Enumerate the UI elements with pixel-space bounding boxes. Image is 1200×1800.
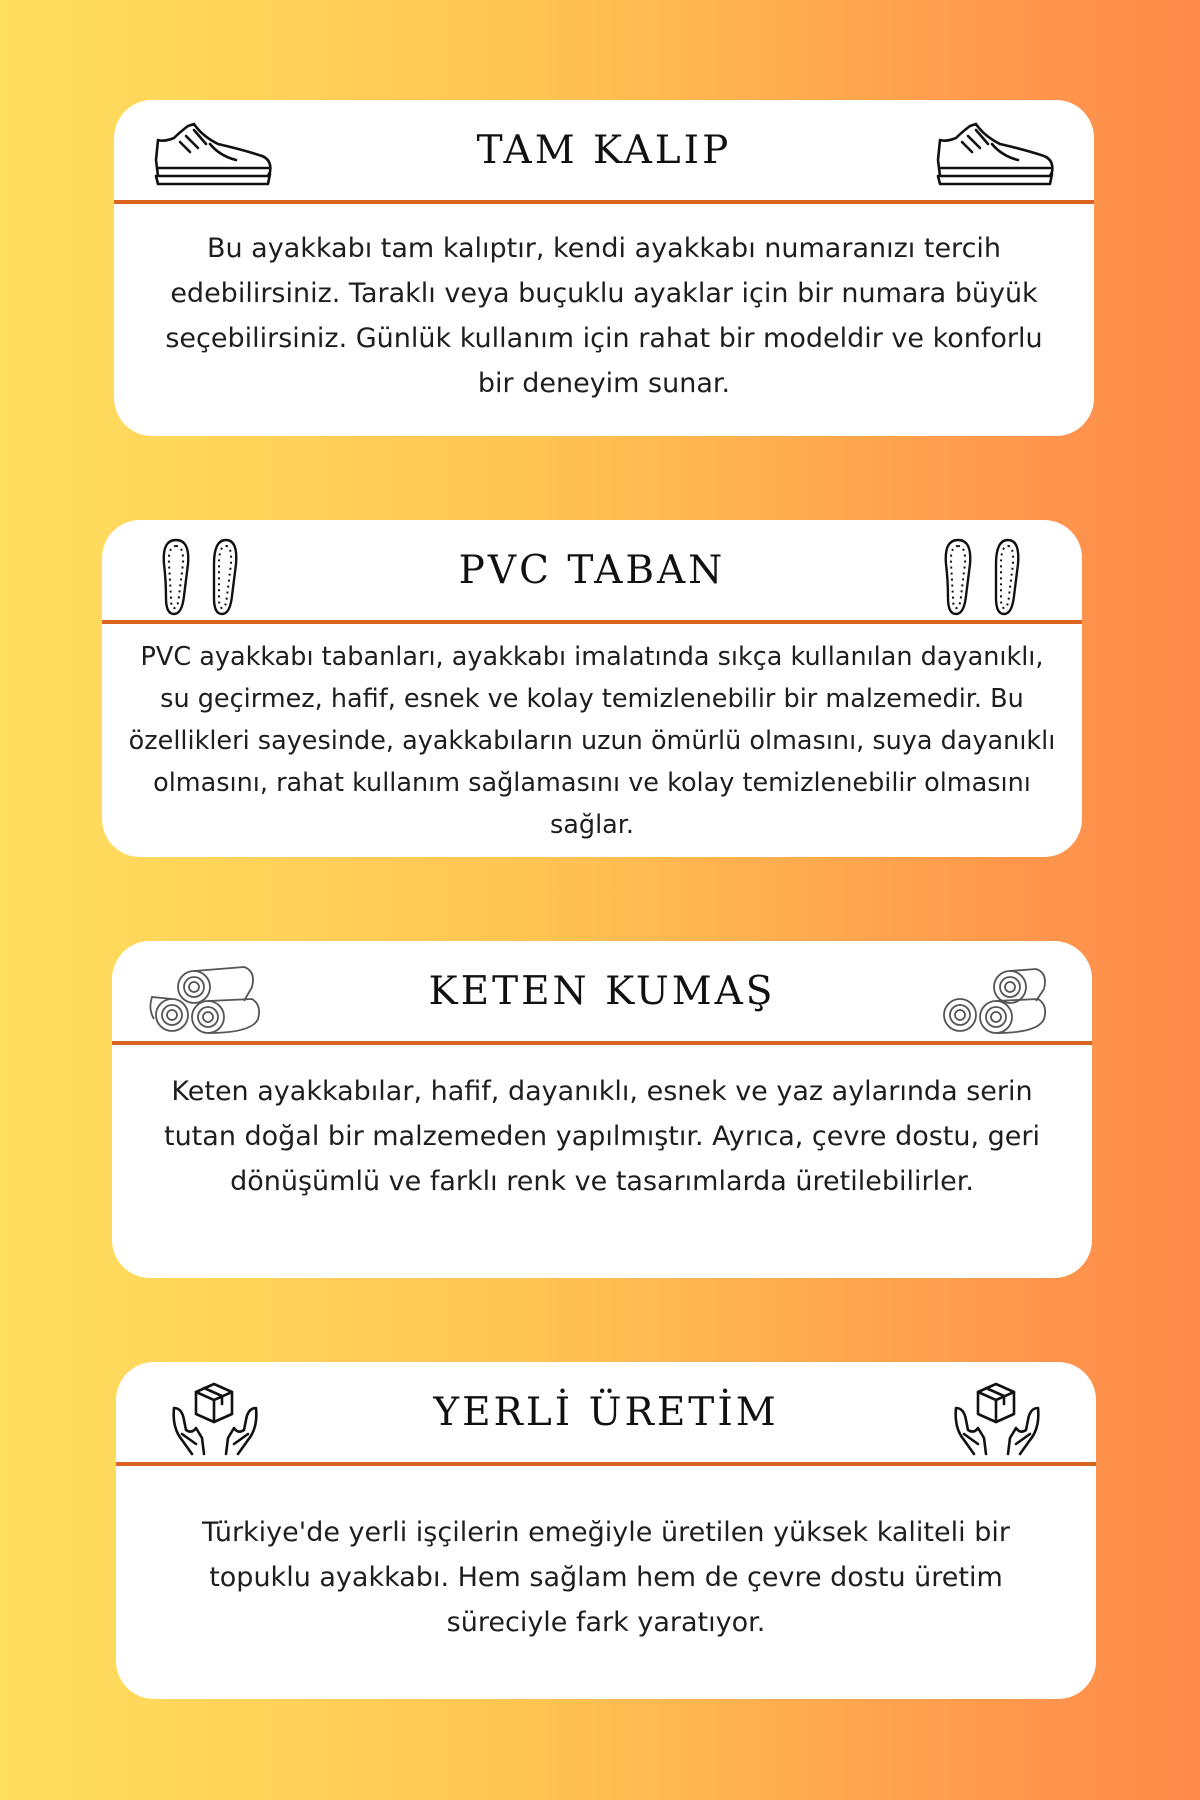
hands-box-icon bbox=[934, 1378, 1060, 1460]
fabric-rolls-icon bbox=[930, 957, 1056, 1039]
info-card-pvc-taban bbox=[102, 520, 1082, 857]
card-text: Keten ayakkabılar, hafif, dayanıklı, esnek ve yaz aylarında serin tutan doğal bir malzemeden yapılmıştır. Ayrıca, çevre dostu, geri dönüşümlü ve farklı renk ve tasarımlarda üretilebilirler. bbox=[163, 1076, 1041, 1197]
card-header bbox=[112, 941, 1092, 1045]
card-title: TAM KALIP bbox=[476, 128, 732, 173]
info-card-tam-kalip bbox=[114, 100, 1094, 436]
info-card-keten-kumas bbox=[112, 941, 1092, 1278]
card-header bbox=[114, 100, 1094, 204]
card-text: Bu ayakkabı tam kalıptır, kendi ayakkabı numaranızı tercih edebilirsiniz. Taraklı veya buçuklu ayaklar için bir numara büyük seçebilirsiniz. Günlük kullanım için rahat bir modeldir ve konforlu bir deneyim sunar. bbox=[165, 233, 1043, 399]
sneaker-icon bbox=[932, 116, 1058, 198]
card-text: PVC ayakkabı tabanları, ayakkabı imalatında sıkça kullanılan dayanıklı, su geçirmez, hafif, esnek ve kolay temizlenebilir bir malzemedir. Bu özellikleri sayesinde, ayakkabıların uzun ömürlü olmasını, suya dayanıklı olmasını, rahat kullanım sağlamasını ve kolay temizlenebilir olmasını sağlar. bbox=[128, 642, 1056, 840]
card-title: PVC TABAN bbox=[458, 548, 726, 593]
card-title: YERLİ ÜRETİM bbox=[433, 1390, 779, 1435]
insole-icon bbox=[920, 536, 1046, 618]
card-title: KETEN KUMAŞ bbox=[428, 969, 776, 1014]
info-card-yerli-uretim bbox=[116, 1362, 1096, 1699]
card-header bbox=[116, 1362, 1096, 1466]
card-header bbox=[102, 520, 1082, 624]
card-text: Türkiye'de yerli işçilerin emeğiyle üretilen yüksek kaliteli bir topuklu ayakkabı. Hem sağlam hem de çevre dostu üretim süreciyle fark yaratıyor. bbox=[202, 1517, 1010, 1638]
